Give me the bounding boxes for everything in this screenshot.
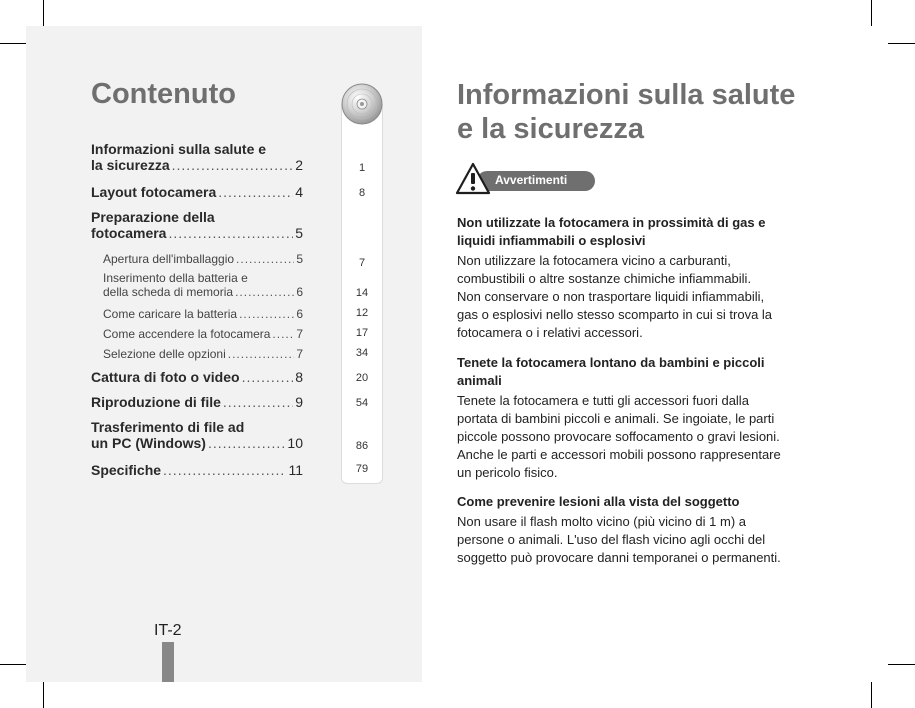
strip-number: 1 [358,162,366,174]
strip-number: 86 [355,440,369,452]
toc-entry-label: Selezione delle opzioni [103,347,226,361]
toc-subentry-power-on[interactable] [91,327,303,341]
toc-page [26,26,422,682]
body-line: portata di bambini piccoli e animali. Se ingoiate, le parti [457,411,775,426]
article-heading [457,354,817,390]
toc-entry-line1: Inserimento della batteria e [103,271,248,285]
strip-number: 79 [355,463,369,475]
body-line: gas o esplosivi nello stesso scomparto in cui si trova la [457,307,773,322]
article-heading [457,493,817,511]
toc-entry-label: fotocamera [91,225,167,241]
toc-entry-specs[interactable] [91,462,303,478]
leader-dots [223,394,293,410]
toc-entry-page: 7 [296,327,303,341]
heading-line: Non utilizzate la fotocamera in prossimità di gas e [457,215,766,230]
toc-entry-page: 9 [295,394,303,410]
toc-entry-page: 7 [296,347,303,361]
toc-entry-line1: Informazioni sulla salute e [91,141,267,157]
toc-entry-safety[interactable] [91,141,303,173]
toc-entry-page: 5 [295,225,303,241]
warning-icon [455,162,491,196]
leader-dots [239,307,294,321]
heading-line: Tenete la fotocamera lontano da bambini e piccoli [457,355,765,370]
strip-number: 17 [355,327,369,339]
toc-entry-page: 5 [296,252,303,266]
body-line: Tenete la fotocamera e tutti gli accessori fuori dalla [457,393,749,408]
toc-entry-label: Apertura dell'imballaggio [103,252,235,266]
page-tab [162,642,174,682]
article-heading [457,214,817,250]
toc-entry-preparation[interactable] [91,209,303,241]
section-title-line2: e la sicurezza [457,113,644,145]
disc-icon [340,82,384,126]
leader-dots [235,285,294,299]
body-line: Non usare il flash molto vicino (più vicino di 1 m) a [457,514,747,529]
safety-page [422,26,888,682]
body-line: Non utilizzare la fotocamera vicino a carburanti, [457,253,731,268]
strip-number: 7 [358,257,366,269]
toc-subentry-charging[interactable] [91,307,303,321]
toc-entry-label: Come accendere la fotocamera [103,327,271,341]
leader-dots [172,157,294,173]
toc-entry-label: Come caricare la batteria [103,307,238,321]
body-line: soggetto può provocare danni temporanei o permanenti. [457,550,781,565]
article-body [457,392,817,482]
toc-entry-label: Layout fotocamera [91,184,217,200]
strip-number: 34 [355,347,369,359]
body-line: Anche le parti e accessori mobili possono rappresentare [457,447,781,462]
leader-dots [242,369,294,385]
leader-dots [272,327,294,341]
strip-number: 14 [355,287,369,299]
leader-dots [208,435,285,451]
body-line: piccole possono provocare soffocamento o gravi lesioni. [457,429,780,444]
safety-article-children [457,354,817,482]
toc-entry-page: 6 [296,307,303,321]
strip-number: 54 [355,397,369,409]
safety-article-gas [457,214,817,342]
section-title [457,78,877,146]
section-title-line1: Informazioni sulla salute [457,79,796,111]
leader-dots [228,347,295,361]
warning-badge [455,162,600,196]
toc-entry-line1: Preparazione della [91,209,215,225]
leader-dots [168,225,293,241]
toc-entry-playback[interactable] [91,394,303,410]
toc-entry-label: Riproduzione di file [91,394,221,410]
toc-subentry-options[interactable] [91,347,303,361]
leader-dots [218,184,293,200]
leader-dots [163,462,286,478]
toc-entry-line1: Trasferimento di file ad [91,419,245,435]
toc-entry-page: 8 [295,369,303,385]
toc-entry-page: 4 [295,184,303,200]
toc-entry-layout[interactable] [91,184,303,200]
body-line: Non conservare o non trasportare liquidi infiammabili, [457,289,765,304]
toc-subentry-battery-insert[interactable] [91,271,303,299]
article-body [457,513,817,567]
toc-entry-label: Specifiche [91,462,162,478]
strip-number: 12 [355,307,369,319]
heading-line: liquidi infiammabili o esplosivi [457,233,646,248]
toc-entry-page: 11 [288,462,303,478]
body-line: un pericolo fisico. [457,465,558,480]
toc-entry-capture[interactable] [91,369,303,385]
toc-entry-label: Cattura di foto o video [91,369,240,385]
toc-entry-transfer[interactable] [91,419,303,451]
toc-entry-label: un PC (Windows) [91,435,206,451]
toc-entry-label: la sicurezza [91,157,170,173]
toc-entry-page: 6 [296,285,303,299]
heading-line: Come prevenire lesioni alla vista del soggetto [457,494,740,509]
toc-entry-label: della scheda di memoria [103,285,234,299]
leader-dots [236,252,294,266]
toc-entry-page: 2 [295,157,303,173]
strip-number: 8 [358,187,366,199]
body-line: fotocamera o i relativi accessori. [457,325,643,340]
heading-line: animali [457,373,502,388]
body-line: combustibili o altre sostanze chimiche infiammabili. [457,271,752,286]
safety-article-flash [457,493,817,567]
warning-label: Avvertimenti [495,173,568,187]
toc-title: Contenuto [91,78,236,110]
body-line: persone o animali. L'uso del flash vicino agli occhi del [457,532,766,547]
strip-number: 20 [355,372,369,384]
toc-entry-page: 10 [287,435,303,451]
article-body [457,252,817,342]
toc-subentry-unpacking[interactable] [91,252,303,266]
page-number: IT-2 [154,622,182,639]
